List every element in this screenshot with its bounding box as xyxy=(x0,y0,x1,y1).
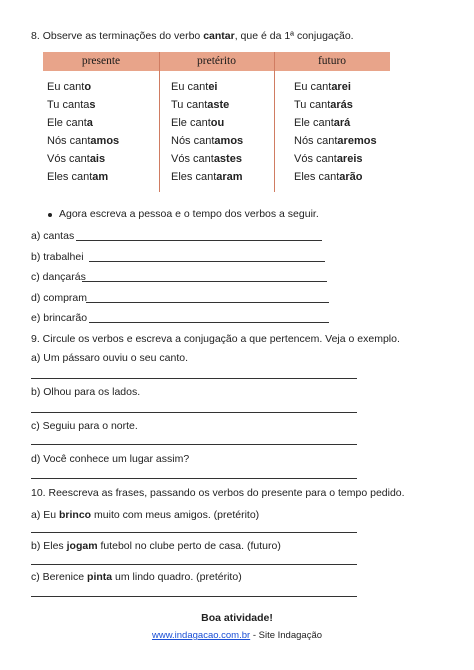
answer-line[interactable] xyxy=(86,302,329,303)
conjugation-cell: Ele cantou xyxy=(171,117,225,129)
prompt-text: , que é da 1ª conjugação. xyxy=(234,30,354,42)
question-10-prompt: 10. Reescreva as frases, passando os verbos do presente para o tempo pedido. xyxy=(31,487,405,499)
conjugation-cell: Eles cantam xyxy=(47,171,109,183)
column-futuro xyxy=(294,78,377,186)
verb-highlight: cantar xyxy=(203,30,235,42)
footer-text: - Site Indagação xyxy=(250,630,323,641)
conjugation-cell: Eles cantarão xyxy=(294,171,363,183)
answer-line[interactable] xyxy=(89,261,325,262)
column-preterito xyxy=(171,78,243,186)
answer-line[interactable] xyxy=(31,444,357,445)
sentence-item: c) Berenice pinta um lindo quadro. (pretérito) xyxy=(31,571,242,583)
exercise-item-label: d) compram xyxy=(31,292,88,304)
sentence-item: a) Eu brinco muito com meus amigos. (pretérito) xyxy=(31,509,260,521)
sentence-item: a) Um pássaro ouviu o seu canto. xyxy=(31,352,188,364)
conjugation-cell: Tu cantas xyxy=(47,99,96,111)
column-divider xyxy=(274,52,275,192)
verb-highlight: brinco xyxy=(59,509,92,521)
exercise-item-label: b) trabalhei xyxy=(31,251,84,263)
answer-line[interactable] xyxy=(82,281,327,282)
instruction-text: Agora escreva a pessoa e o tempo dos verbos a seguir. xyxy=(59,208,319,220)
answer-line[interactable] xyxy=(31,478,357,479)
conjugation-cell: Vós cantareis xyxy=(294,153,363,165)
header-futuro: futuro xyxy=(317,55,347,67)
answer-line[interactable] xyxy=(31,564,357,565)
column-presente xyxy=(47,78,119,186)
column-divider xyxy=(159,52,160,192)
conjugation-cell: Tu cantarás xyxy=(294,99,353,111)
header-preterito: pretérito xyxy=(197,55,236,67)
sentence-item: b) Olhou para os lados. xyxy=(31,386,141,398)
header-presente: presente xyxy=(81,55,121,67)
answer-line[interactable] xyxy=(31,412,357,413)
question-8-prompt xyxy=(31,30,354,42)
footer-link[interactable]: www.indagacao.com.br xyxy=(151,630,251,641)
exercise-item-label: e) brincarão xyxy=(31,312,88,324)
conjugation-cell: Eu cantei xyxy=(171,81,218,93)
sentence-item: d) Você conhece um lugar assim? xyxy=(31,453,190,465)
prompt-text: Observe as terminações do verbo xyxy=(42,30,204,42)
conjugation-table xyxy=(43,52,390,192)
answer-line[interactable] xyxy=(89,322,329,323)
answer-line[interactable] xyxy=(31,596,357,597)
question-9-prompt: 9. Circule os verbos e escreva a conjugação a que pertencem. Veja o exemplo. xyxy=(31,333,400,345)
conjugation-cell: Ele cantará xyxy=(294,117,351,129)
bullet-icon xyxy=(48,213,52,217)
conjugation-cell: Vós cantastes xyxy=(171,153,242,165)
closing-message: Boa atividade! xyxy=(201,612,273,624)
verb-highlight: pinta xyxy=(87,571,113,583)
conjugation-cell: Ele canta xyxy=(47,117,93,129)
conjugation-cell: Eu canto xyxy=(47,81,92,93)
footer xyxy=(0,630,474,641)
question-number: 8. xyxy=(31,30,40,42)
conjugation-cell: Eu cantarei xyxy=(294,81,351,93)
conjugation-cell: Nós cantaremos xyxy=(294,135,377,147)
conjugation-cell: Nós cantamos xyxy=(171,135,244,147)
answer-line[interactable] xyxy=(76,240,322,241)
exercise-item-label: a) cantas xyxy=(31,230,75,242)
conjugation-cell: Eles cantaram xyxy=(171,171,243,183)
conjugation-cell: Nós cantamos xyxy=(47,135,120,147)
verb-highlight: jogam xyxy=(66,540,98,552)
conjugation-cell: Vós cantais xyxy=(47,153,106,165)
answer-line[interactable] xyxy=(31,532,357,533)
sentence-item: b) Eles jogam futebol no clube perto de casa. (futuro) xyxy=(31,540,281,552)
exercise-item-label: c) dançarás xyxy=(31,271,86,283)
answer-line[interactable] xyxy=(31,378,357,379)
sentence-item: c) Seguiu para o norte. xyxy=(31,420,138,432)
conjugation-cell: Tu cantaste xyxy=(171,99,230,111)
